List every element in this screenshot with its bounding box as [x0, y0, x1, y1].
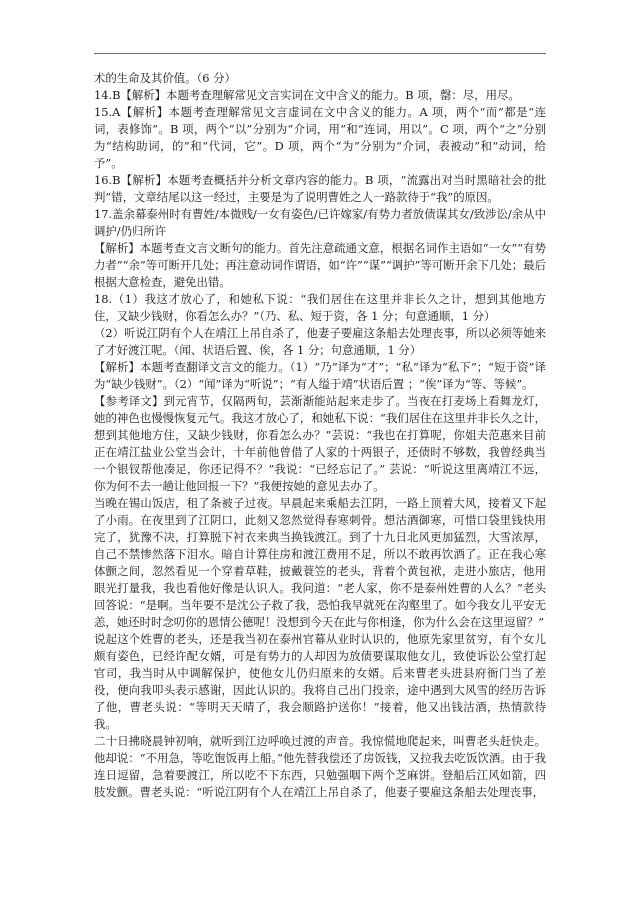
paragraph-answer-14: 14.B【解析】本题考查理解常见文言实词在文中含义的能力。B 项，罄：尽，用尽。 — [94, 88, 520, 102]
paragraph-analysis-18: 【解析】本题考查翻译文言文的能力。（1）“乃”译为“才”；“私”译为“私下”；“短于资”译为“缺少钱财”。（2）“闻”译为“听说”；“有人缢于靖”状语后置 ；“俟”译为“等、等候”。 — [94, 360, 546, 391]
paragraph-answer-16: 16.B【解析】本题考查概括并分析文章内容的能力。B 项，“流露出对当时黑暗社会的批判”错，文章结尾以这一经过，主要是为了说明曹姓之人一路款待于“我”的原因。 — [94, 173, 546, 204]
paragraph-translation-3: 说起这个姓曹的老头，还是我当初在泰州官幕从业时认识的，他原先家里贫穷，有个女儿颇有姿色，已经许配女婿，可是有势力的人却因为放债要谋取他女儿，致使诉讼公堂打起官司，我当时从中调解保护，使他女儿仍归原来的女婿。后来曹老头进县府衙门当了差役，便向我叩头表示感谢，因此认识的。我将自己出门投亲，途中遇到大风雪的经历告诉了他，曹老头说：“等明天天晴了，我会顺路护送你！”接着，他又出钱沽酒，热情款待我。 — [94, 632, 546, 731]
paragraph-analysis-17: 【解析】本题考查文言文断句的能力。首先注意疏通文意，根据名词作主语如“一女”“有势力者”“余”等可断开几处；再注意动词作谓语，如“许”“谋”“调护”等可断开余下几处；最后根据大意检查，避免出错。 — [94, 241, 546, 289]
paragraph-answer-17: 17.盖余幕泰州时有曹姓/本微贱/一女有姿色/已许嫁家/有势力者放债谋其女/致涉讼/余从中调护/仍归所许 — [94, 207, 546, 238]
header-rule — [94, 53, 546, 54]
paragraph-translation-4: 二十日拂晓晨钟初响，就听到江边呼唤过渡的声音。我惊慌地爬起来，叫曹老头赶快走。他却说：“不用急，等吃饱饭再上船。”他先替我偿还了房饭钱，又拉我去吃饭饮酒。由于我连日逗留，急着要渡江，所以吃不下东西，只勉强咽下两个芝麻饼。登船后江风如箭，四肢发颤。曹老头说：“听说江阴有个人在靖江上吊自杀了，他妻子要雇这条船去处理丧事， — [94, 734, 546, 799]
paragraph-translation-1: 【参考译文】到元宵节，仅隔两旬，芸渐渐能站起来走步了。当夜在打麦场上看舞龙灯，她的神色也慢慢恢复元气。我这才放心了，和她私下说：“我们居住在这里并非长久之计，想到其他地方住，又缺少钱财，你看怎么办？”芸说：“我也在打算呢，你姐夫范惠来目前正在靖江盐业公堂当会计，十年前他曾借了人家的十两银子，还债时不够数，我曾经典当一个银钗帮他凑足，你还记得不？”我说：“已经忘记了。” 芸说：“听说这里离靖江不远，你为何不去一趟让他回报一下？”我便按她的意见去办了。 — [94, 394, 546, 493]
paragraph-answer-18-2: （2）听说江阴有个人在靖江上吊自杀了，他妻子要雇这条船去处理丧事，所以必须等她来了才好渡江呢。（闻、状语后置、俟，各 1 分；句意通顺，1 分） — [94, 326, 546, 357]
paragraph-intro-tail: 术的生命及其价值。（6 分） — [94, 71, 236, 85]
paragraph-answer-18-1: 18.（1）我这才放心了，和她私下说：“我们居住在这里并非长久之计，想到其他地方住，又缺少钱财，你看怎么办？”（乃、私、短于资，各 1 分；句意通顺，1 分） — [94, 292, 546, 323]
paragraph-answer-15: 15.A【解析】本题考查理解常见文言虚词在文中含义的能力。A 项，两个“而”都是“连词，表修饰”。B 项，两个“以”分别为“介词，用”和“连词，用以”。C 项，两个“之”分别为“结构助词，的”和“代词，它”。D 项，两个“为”分别为“介词，表被动”和“动词，给予”。 — [94, 105, 546, 170]
paragraph-translation-2: 当晚在锡山饭店，租了条被子过夜。早晨起来乘船去江阴，一路上顶着大风，接着又下起了小雨。在夜里到了江阴口，此刻又忽然觉得春寒刺骨。想沽酒御寒，可惜口袋里钱快用完了，犹豫不决，打算脱下衬衣来典当换钱渡江。到了十九日北风更加猛烈，大雪浓厚，自己不禁惨然落下泪水。暗自计算住房和渡江费用不足，所以不敢再饮酒了。正在我心寒体颤之间，忽然看见一个穿着草鞋，披戴蓑笠的老头，背着个黄包袱，走进小旅店，他用眼光打量我，我也看他好像是认识人。我问道：“老人家，你不是泰州姓曹的人么？”老头回答说：“是啊。当年要不是沈公子救了我，恐怕我早就死在沟壑里了。如今我女儿平安无恙，她还时时念叨你的恩情公德呢！没想到今天在此与你相逢，你为什么会在这里逗留？” — [94, 496, 546, 629]
answer-text-body — [94, 70, 546, 801]
